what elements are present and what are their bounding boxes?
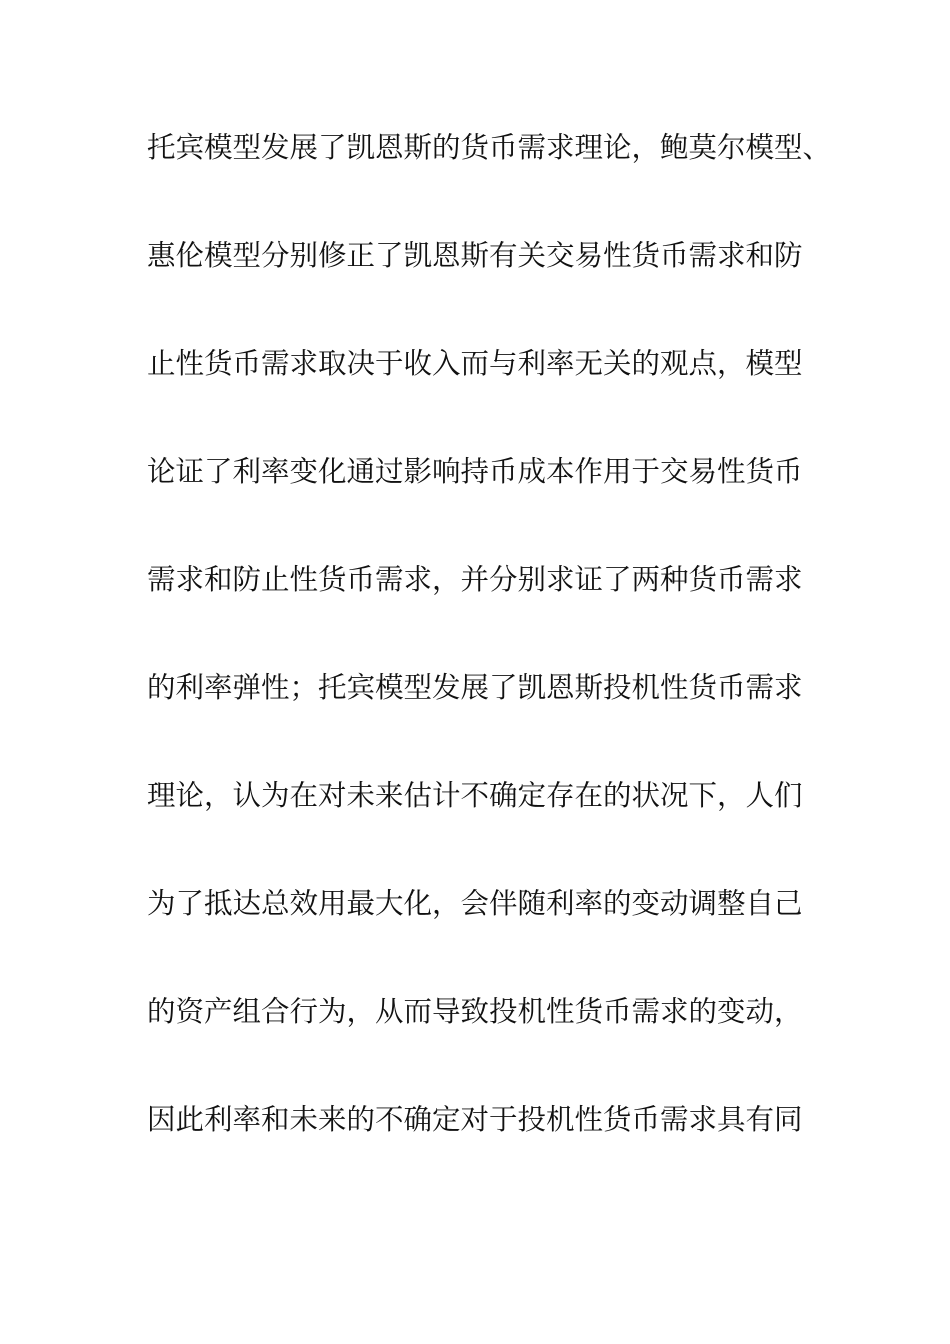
text-line: 托宾模型发展了凯恩斯的货币需求理论，鲍莫尔模型、: [147, 131, 832, 164]
text-line: 为了抵达总效用最大化，会伴随利率的变动调整自己: [147, 887, 803, 920]
text-line: 论证了利率变化通过影响持币成本作用于交易性货币: [147, 455, 803, 488]
text-line: 理论，认为在对未来估计不确定存在的状况下，人们: [147, 779, 803, 812]
body-paragraph: [147, 128, 847, 1208]
text-line: 惠伦模型分别修正了凯恩斯有关交易性货币需求和防: [147, 239, 803, 272]
text-line: 的资产组合行为，从而导致投机性货币需求的变动，: [147, 995, 803, 1028]
text-line: 因此利率和未来的不确定对于投机性货币需求具有同: [147, 1103, 803, 1136]
text-line: 需求和防止性货币需求，并分别求证了两种货币需求: [147, 563, 803, 596]
text-line: 的利率弹性；托宾模型发展了凯恩斯投机性货币需求: [147, 671, 803, 704]
text-line: 止性货币需求取决于收入而与利率无关的观点，模型: [147, 347, 803, 380]
